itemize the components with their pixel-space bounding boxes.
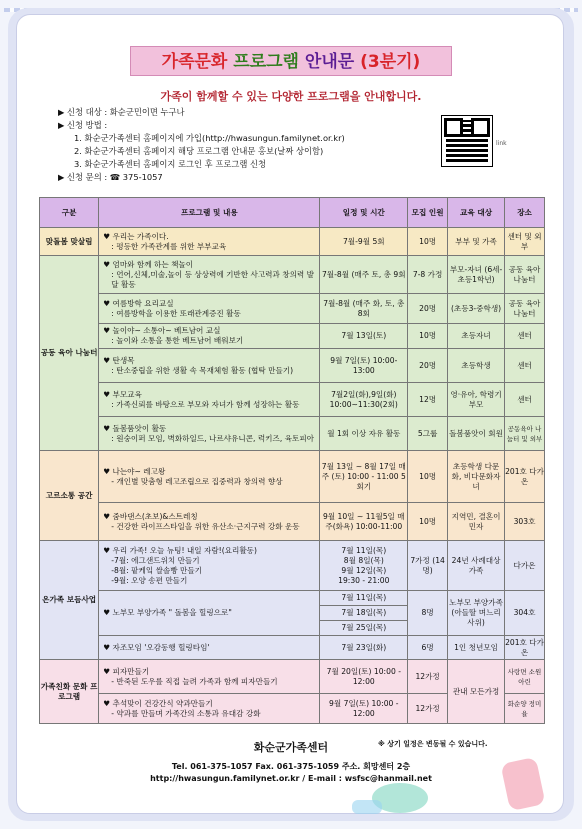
- place-cell: 공동 육아 나눔터: [505, 294, 545, 324]
- capacity-cell: 8명: [408, 591, 448, 636]
- program-title: ♥ 추석맞이 건강간식 약과만들기: [103, 698, 213, 708]
- target-cell: (초등3-중학생): [448, 294, 505, 324]
- program-cell: [99, 660, 320, 694]
- place-cell: 센터: [505, 349, 545, 383]
- program-desc: : 언어,신체,미술,놀이 등 상상력에 기반한 사고력과 창의력 발달 활동: [111, 269, 315, 289]
- schedule-cell: 7월2일(화),9일(화) 10:00~11:30(2회): [320, 383, 408, 417]
- place-cell: 201호 다가온: [505, 451, 545, 503]
- category-cell: 가족친화 문화 프로그램: [40, 660, 99, 724]
- target-cell: 초등자녀: [448, 324, 505, 349]
- header-schedule: 일정 및 시간: [320, 198, 408, 228]
- program-title: ♥ 여름방학 요리교실: [103, 298, 174, 308]
- target-cell: 노부모 부양가족 (아들딸 며느리사위): [448, 591, 505, 636]
- capacity-cell: 12가정: [408, 694, 448, 724]
- program-title: ♥ 엄마와 함께 하는 책놀이: [103, 259, 194, 269]
- schedule-cell: 9월 10일 ~ 11월5일 매주(화욕) 10:00-11:00: [320, 503, 408, 541]
- target-cell: 지역민, 결혼이민자: [448, 503, 505, 541]
- info-method-1: 1. 화순군가족센터 홈페이지에 가입(http://hwasungun.familynet.or.kr): [74, 133, 345, 143]
- category-cell: 온가족 보듬사업: [40, 541, 99, 660]
- table-row: [40, 324, 545, 349]
- program-cell: [99, 349, 320, 383]
- program-desc: : 원숭이퍼 모임, 벽화하일드, 나르샤유니콘, 럭키즈, 육토피아: [111, 433, 315, 443]
- capacity-cell: 10명: [408, 228, 448, 256]
- place-cell: 화순양 정미율: [505, 694, 545, 724]
- table-row: [40, 256, 545, 294]
- program-title: ♥ 피자만들기: [103, 666, 150, 676]
- title-part2: 프로그램: [233, 52, 299, 72]
- header-place: 장소: [505, 198, 545, 228]
- program-title: ♥ 놀이야~ 소통아~ 베트남어 교실: [103, 326, 221, 335]
- schedule-line: 7월 11일(목): [341, 545, 387, 555]
- table-header-row: [40, 198, 545, 228]
- program-title: ♥ 탄생목: [103, 355, 135, 365]
- table-row: [40, 451, 545, 503]
- target-cell: 초등학생 다문화, 비다문화자녀: [448, 451, 505, 503]
- target-cell: 영·유아, 학령기 부모: [448, 383, 505, 417]
- page-title: [130, 46, 452, 76]
- program-cell: ♥ 노부모 부양가족 " 돌봄을 힐링으로": [99, 591, 320, 636]
- program-table: [39, 197, 545, 724]
- program-cell: ♥ 자조모임 '오감동행 힐링타임': [99, 636, 320, 660]
- contact-line-2[interactable]: http://hwasungun.familynet.or.kr / E-mail : wsfsc@hanmail.net: [150, 774, 432, 783]
- program-cell: [99, 294, 320, 324]
- place-cell: 공동 육아 나눔터: [505, 256, 545, 294]
- table-row: [40, 294, 545, 324]
- schedule-cell: [320, 541, 408, 591]
- program-desc: : 가족신뢰를 바탕으로 부모와 자녀가 함께 성장하는 활동: [111, 399, 300, 409]
- header-target: 교육 대상: [448, 198, 505, 228]
- decorative-shape: [352, 800, 382, 814]
- program-cell: [99, 503, 320, 541]
- capacity-cell: 10명: [408, 503, 448, 541]
- table-row: [40, 383, 545, 417]
- target-cell: 24년 사례대상 가족: [448, 541, 505, 591]
- contact-line-1: Tel. 061-375-1057 Fax. 061-375-1059 주소. 회망센터 2층: [171, 762, 411, 771]
- schedule-line: 9월 12일(목): [341, 565, 387, 575]
- program-title: ♥ 우리 가족! 오늘 뉴팅! 내일 자람!(요리활동): [103, 545, 257, 555]
- schedule-cell: 7월 11일(목): [320, 591, 408, 606]
- program-cell: [99, 324, 320, 349]
- application-info: [58, 106, 345, 184]
- place-cell: 304호: [505, 591, 545, 636]
- place-cell: 다가온: [505, 541, 545, 591]
- program-cell: [99, 694, 320, 724]
- place-cell: 공동육아 나눔터 및 외부: [505, 417, 545, 451]
- category-cell: 맞돌봄 맞살림: [40, 228, 99, 256]
- contact-info: [0, 761, 582, 785]
- header-program: 프로그램 및 내용: [99, 198, 320, 228]
- program-desc: - 약과를 만들며 가족간의 소통과 유대감 강화: [111, 708, 261, 718]
- schedule-cell: 7월 23일(화): [320, 636, 408, 660]
- capacity-cell: 10명: [408, 324, 448, 349]
- category-cell: 고르소통 공간: [40, 451, 99, 541]
- schedule-cell: 9월 7일(토) 10:00 - 12:00: [320, 694, 408, 724]
- category-cell: 공동 육아 나눔터: [40, 256, 99, 451]
- program-desc: -8월: 팥케잌 쌀솔빵 만들기: [111, 565, 202, 575]
- capacity-cell: 6명: [408, 636, 448, 660]
- program-title: ♥ 나는야~ 레고왕: [103, 466, 166, 476]
- program-desc: -9월: 오양 송편 만들기: [111, 575, 188, 585]
- program-desc: - 건강한 라이프스타일을 위한 유산소·근지구력 강화 운동: [111, 521, 300, 531]
- capacity-cell: 5그룹: [408, 417, 448, 451]
- schedule-cell: 7월 25일(목): [320, 621, 408, 636]
- program-desc: -7월: 에그샌드위치 만들기: [111, 555, 200, 565]
- place-cell: 센터: [505, 383, 545, 417]
- target-cell: 관내 모든가정: [448, 660, 505, 724]
- program-desc: : 놀이와 소통을 통한 베트남어 배워보기: [111, 336, 244, 345]
- table-row: [40, 349, 545, 383]
- program-desc: - 반죽된 도우를 직접 늘려 가족과 함께 피자만들기: [111, 676, 278, 686]
- schedule-cell: 9월 7일(토) 10:00-13:00: [320, 349, 408, 383]
- title-part3: 안내문: [304, 52, 355, 72]
- qr-code[interactable]: [442, 116, 492, 166]
- target-cell: 1인 청년모임: [448, 636, 505, 660]
- info-method: ▶ 신청 방법 :: [58, 120, 108, 130]
- schedule-cell: 7월-8월 (매주 토, 총 9회: [320, 256, 408, 294]
- program-desc: - 개인별 맞춤형 레고조립으로 집중력과 창의력 향상: [111, 476, 283, 486]
- capacity-cell: 7가정 (14명): [408, 541, 448, 591]
- program-cell: [99, 383, 320, 417]
- program-desc: : 여름방학을 이용한 또래관계증진 활동: [111, 308, 241, 318]
- target-cell: 초등학생: [448, 349, 505, 383]
- program-title: ♥ 부모교육: [103, 389, 142, 399]
- schedule-line: 8월 8일(목): [343, 555, 384, 565]
- schedule-cell: 7월 13일(토): [320, 324, 408, 349]
- organization-name: 화순군가족센터: [253, 741, 329, 754]
- place-cell: 센터 및 외부: [505, 228, 545, 256]
- info-method-3: 3. 화순군가족센터 홈페이지 로그인 후 프로그램 신청: [74, 159, 267, 169]
- table-row: [40, 660, 545, 694]
- program-cell: [99, 417, 320, 451]
- header-category: 구분: [40, 198, 99, 228]
- capacity-cell: 20명: [408, 349, 448, 383]
- program-title: ♥ 우리는 가족이다.: [103, 231, 169, 241]
- schedule-line: 19:30 - 21:00: [338, 575, 390, 585]
- program-cell: [99, 451, 320, 503]
- place-cell: 센터: [505, 324, 545, 349]
- table-row: [40, 591, 545, 606]
- capacity-cell: 12가정: [408, 660, 448, 694]
- table-row: [40, 228, 545, 256]
- target-cell: 부모-자녀 (6세-초등1학년): [448, 256, 505, 294]
- program-desc: : 탄소중립을 위한 생활 속 목재체험 활동 (협탁 만들기): [111, 365, 294, 375]
- table-row: [40, 503, 545, 541]
- target-cell: 부부 및 가족: [448, 228, 505, 256]
- place-cell: 303호: [505, 503, 545, 541]
- table-row: [40, 541, 545, 591]
- capacity-cell: 20명: [408, 294, 448, 324]
- schedule-cell: 7월 13일 ~ 8월 17일 매주 (토) 10:00 - 11:00 5회기: [320, 451, 408, 503]
- program-cell: [99, 256, 320, 294]
- program-cell: [99, 228, 320, 256]
- qr-label: link: [496, 140, 507, 147]
- subtitle: 가족이 함께할 수 있는 다양한 프로그램을 안내합니다.: [160, 90, 422, 103]
- program-title: ♥ 돌봄품앗이 활동: [103, 423, 167, 433]
- capacity-cell: 7-8 가정: [408, 256, 448, 294]
- schedule-cell: 7월 18일(목): [320, 606, 408, 621]
- header-capacity: 모집 인원: [408, 198, 448, 228]
- program-desc: : 평등한 가족관계를 위한 부부교육: [111, 241, 227, 251]
- info-method-2: 2. 화순군가족센터 홈페이지 해당 프로그램 안내문 홍보(날짜 상이함): [74, 146, 324, 156]
- table-row: [40, 636, 545, 660]
- title-part1: 가족문화: [161, 52, 228, 72]
- program-title: ♥ 줌바댄스(초보)&스트레칭: [103, 511, 198, 521]
- place-cell: 사랑면 소원아린: [505, 660, 545, 694]
- schedule-cell: 7월-8월 (매주 화, 토, 총 8회: [320, 294, 408, 324]
- schedule-cell: 7월 20일(토) 10:00 - 12:00: [320, 660, 408, 694]
- capacity-cell: 10명: [408, 451, 448, 503]
- schedule-cell: 7월-9월 5회: [320, 228, 408, 256]
- target-cell: 돌봄품앗이 회원: [448, 417, 505, 451]
- capacity-cell: 12명: [408, 383, 448, 417]
- schedule-note: ※ 상기 일정은 변동될 수 있습니다.: [378, 740, 488, 748]
- info-contact: ▶ 신청 문의 : ☎ 375-1057: [58, 172, 163, 182]
- title-part4: (3분기): [360, 52, 421, 72]
- schedule-cell: 월 1회 이상 자유 활동: [320, 417, 408, 451]
- table-row: [40, 417, 545, 451]
- program-cell: [99, 541, 320, 591]
- info-target: ▶ 신청 대상 : 화순군민이면 누구나: [58, 107, 185, 117]
- place-cell: 201호 다가온: [505, 636, 545, 660]
